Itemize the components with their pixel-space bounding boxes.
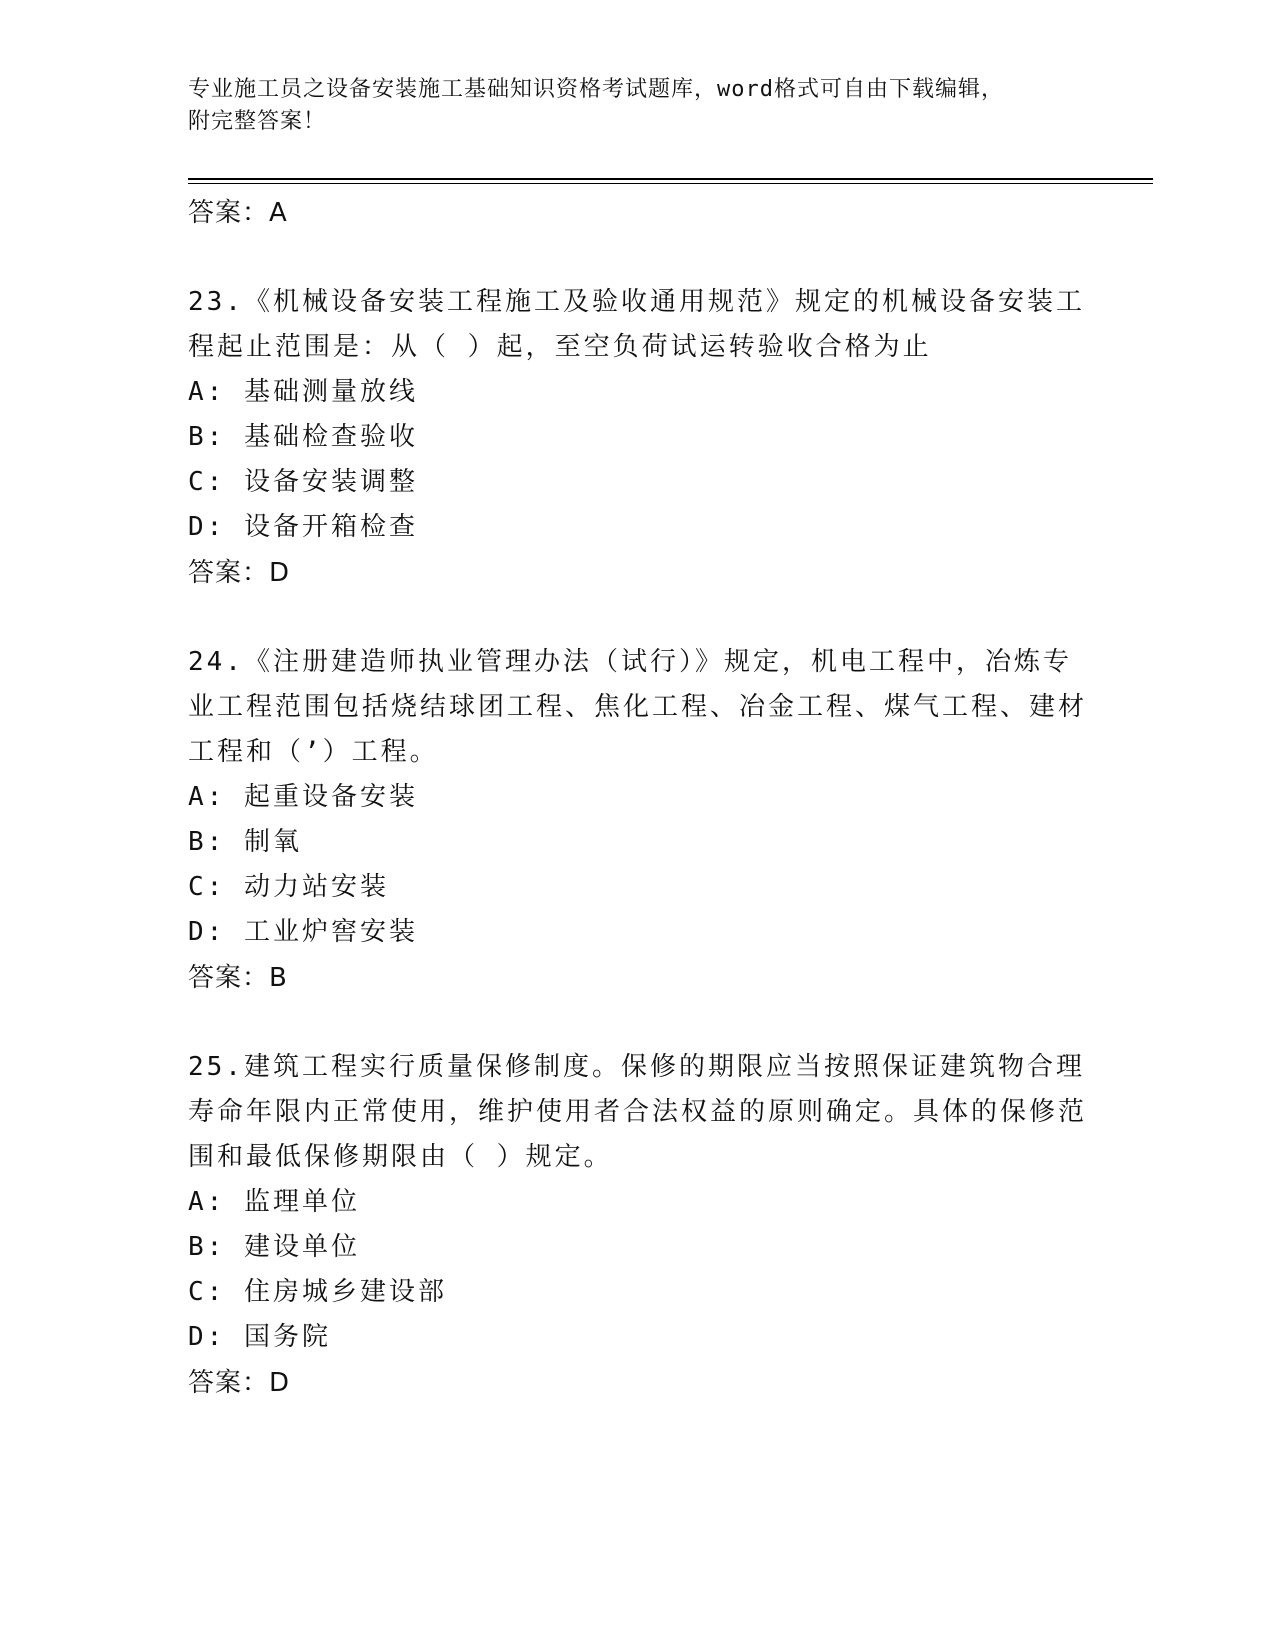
- answer-line: 答案：B: [188, 963, 288, 993]
- option-c: C: 动力站安装: [188, 872, 389, 902]
- option-b: B: 制氧: [188, 827, 302, 857]
- option-b: B: 建设单位: [188, 1232, 360, 1262]
- answer-line: 答案：D: [188, 1368, 291, 1398]
- header-rule-thin: [188, 183, 1153, 184]
- option-d: D: 设备开箱检查: [188, 512, 418, 542]
- header-rule-thick: [188, 178, 1153, 180]
- option-d: D: 国务院: [188, 1322, 331, 1352]
- answer-line: 答案：D: [188, 558, 291, 588]
- previous-answer: 答案：A: [188, 198, 288, 228]
- option-a: A: 基础测量放线: [188, 377, 418, 407]
- question-text: 25.建筑工程实行质量保修制度。保修的期限应当按照保证建筑物合理寿命年限内正常使用，维护使用者合法权益的原则确定。具体的保修范围和最低保修期限由（ ）规定。: [188, 1052, 1088, 1172]
- option-c: C: 设备安装调整: [188, 467, 418, 497]
- option-a: A: 起重设备安装: [188, 782, 418, 812]
- question-block-24: [188, 640, 1088, 1001]
- page-header: [188, 74, 1068, 138]
- question-text: 24.《注册建造师执业管理办法（试行）》规定，机电工程中，冶炼专业工程范围包括烧结球团工程、焦化工程、冶金工程、煤气工程、建材工程和（’）工程。: [188, 647, 1088, 767]
- option-a: A: 监理单位: [188, 1187, 360, 1217]
- header-line-2: 附完整答案！: [188, 109, 327, 134]
- question-block-25: [188, 1045, 1088, 1406]
- option-d: D: 工业炉窖安装: [188, 917, 418, 947]
- question-text: 23.《机械设备安装工程施工及验收通用规范》规定的机械设备安装工程起止范围是：从（ ）起，至空负荷试运转验收合格为止: [188, 287, 1085, 362]
- option-b: B: 基础检查验收: [188, 422, 418, 452]
- question-block-23: [188, 280, 1088, 596]
- option-c: C: 住房城乡建设部: [188, 1277, 447, 1307]
- question-list: [188, 190, 1088, 1406]
- header-line-1: 专业施工员之设备安装施工基础知识资格考试题库，word格式可自由下载编辑，: [188, 77, 1004, 102]
